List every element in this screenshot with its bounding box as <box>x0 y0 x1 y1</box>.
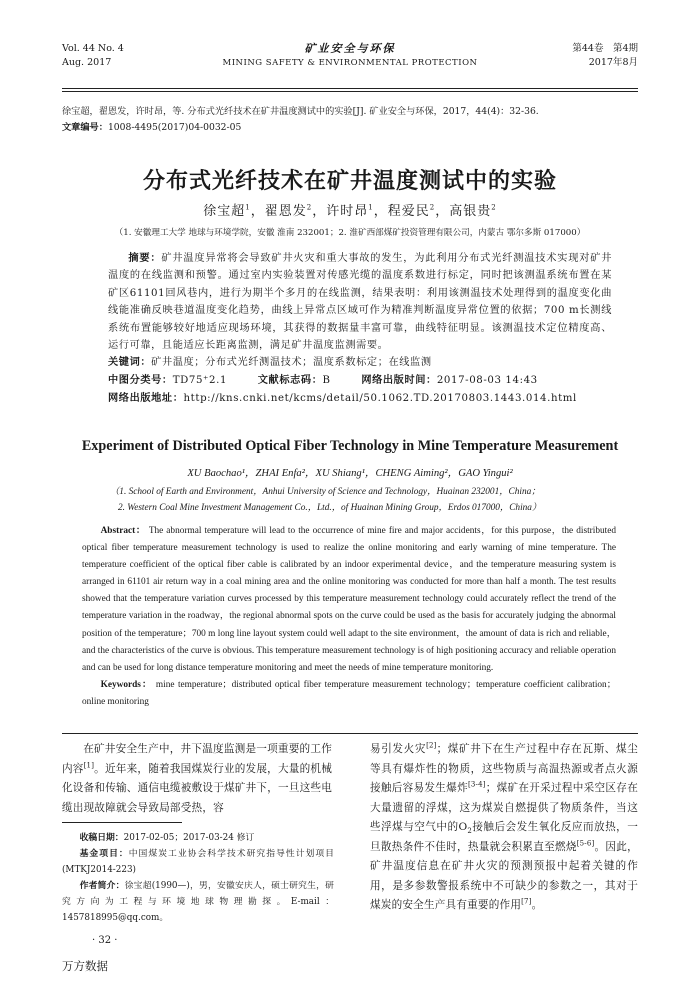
authors-en: XU Baochao¹，ZHAI Enfa²，XU Shiang¹，CHENG Aiming²，GAO Yingui² <box>187 468 513 479</box>
body-column-right <box>370 740 638 916</box>
author-bio: 作者简介：徐宝超(1990—)，男，安徽安庆人，硕士研究生，研究方向为工程与环境地球物理勘探。E-mail：1457818995@qq.com。 <box>62 881 334 923</box>
body-paragraph: 在矿井安全生产中，井下温度监测是一项重要的工作内容[1]。近年来，随着我国煤炭行业的发展，大量的机械化设备和传输、通信电缆被敷设于煤矿井下，一旦这些电缆出现故障就会导致局部受热，容 <box>62 743 332 814</box>
abstract-en: Abstract： The abnormal temperature will lead to the occurrence of mine fire and major accidents，for this purpose，the distributed optical fiber temperature measurement technology is used to realize the online monitoring and early warning of mine temperature. The temperature coefficient of the optical fiber cable is calibrated by an indoor experimental device，and the temperature measuring system is arranged in 61101 air return way in a coal mining area and the online monitoring was conducted for more than half a month. The test results showed that the temperature variation curves processed by this temperature measurement technology could accurately reflect the trend of the temperature variation in the roadway，the regional abnormal spots on the curve could be used as the basis for accurately judging the abnormal position of the temperature；700 m long line layout system could well adapt to the site environment，the amount of data is rich and reliable，and the characteristics of the curve is obvious. This temperature measurement technology is of high positioning accuracy and reliable operation and can be used for long distance temperature monitoring and meet the needs of mine temperature monitoring. <box>82 526 616 673</box>
paper-title-cn: 分布式光纤技术在矿井温度测试中的实验 <box>142 169 557 194</box>
page-number: · 32 · <box>92 935 118 946</box>
authors-cn: 徐宝超$^1$，翟恩发$^2$，许时昂$^1$，程爱民$^2$，高银贵$^2$ <box>203 203 497 219</box>
keywords-en: Keywords： mine temperature；distributed optical fiber temperature measurement technology；temperature coefficient calibration；online monitoring <box>82 679 617 707</box>
section-rule <box>62 733 638 734</box>
citation-block <box>62 104 638 136</box>
journal-name-cn: 矿业安全与环保 <box>304 42 396 55</box>
date-en: Aug. 2017 <box>62 57 112 68</box>
footnote-rule <box>62 822 182 823</box>
classification-line: 中图分类号：TD75⁺2.1 文献标志码：B 网络出版时间：2017-08-03 14:43 <box>108 375 538 387</box>
keywords-cn: 关键词：矿井温度；分布式光纤测温技术；温度系数标定；在线监测 <box>108 357 432 369</box>
volume-cn: 第44卷 第4期 <box>572 43 638 54</box>
article-number: 文章编号：1008-4495(2017)04-0032-05 <box>62 122 242 133</box>
running-header <box>62 42 638 88</box>
header-right <box>572 42 638 70</box>
online-url[interactable]: http://kns.cnki.net/kcms/detail/50.1062.TD.20170803.1443.014.html <box>183 393 577 405</box>
abstract-cn-block <box>108 250 612 408</box>
footnote-block <box>62 830 334 926</box>
header-rule <box>62 88 638 89</box>
online-url-line: 网络出版地址：http://kns.cnki.net/kcms/detail/50.1062.TD.20170803.1443.014.html <box>108 393 577 405</box>
date-cn: 2017年8月 <box>588 57 638 68</box>
volume-en: Vol. 44 No. 4 <box>62 43 124 54</box>
citation-reference: 徐宝超，翟恩发，许时昂，等. 分布式光纤技术在矿井温度测试中的实验[J]. 矿业安全与环保，2017，44(4)：32-36. <box>62 106 539 117</box>
paper-title-en: Experiment of Distributed Optical Fiber Technology in Mine Temperature Measurement <box>81 438 619 454</box>
affiliation-cn: （1. 安徽理工大学 地球与环境学院，安徽 淮南 232001；2. 淮矿西部煤矿投资管理有限公司，内蒙古 鄂尔多斯 017000） <box>114 228 586 238</box>
body-paragraph-cont: 易引发火灾[2]；煤矿井下在生产过程中存在瓦斯、煤尘等具有爆炸性的物质，这些物质与高温热源或者点火源接触后容易发生爆炸[3-4]；煤矿在开采过程中采空区存在大量遗留的浮煤，这为煤炭自燃提供了物质条件，当这些浮煤与空气中的$O_2$接触后会发生氧化反应而放热，一旦散热条件不佳时，热量就会积累直至燃烧[5-6]。因此，矿井温度信息在矿井火灾的预测预报中起着关键的作用，是多参数警报系统中不可缺少的参数之一，其对于煤炭的安全生产具有重要的作用[7]。 <box>370 741 639 911</box>
abstract-cn: 摘要：矿井温度异常将会导致矿井火灾和重大事故的发生，为此利用分布式光纤测温技术实现对矿井温度的在线监测和预警。通过室内实验装置对传感光缆的温度系数进行标定，同时把该测温系统布置在某矿区61101回风巷内，进行为期半个多月的在线监测，结果表明：利用该测温技术处理得到的温度变化曲线能准确反映巷道温度变化趋势，曲线上异常点区域可作为精准判断温度异常位置的依据；700 m长测线系统布置能够较好地适应现场环境，其获得的数据量丰富可靠，曲线特征明显。该测温技术定位精度高、运行可靠，且能适应长距离监测，满足矿井温度监测需要。 <box>108 253 612 352</box>
body-column-left <box>62 740 332 818</box>
journal-name-en: MINING SAFETY & ENVIRONMENTAL PROTECTION <box>222 58 478 68</box>
watermark: 万方数据 <box>62 959 108 973</box>
header-center <box>62 42 638 70</box>
abstract-en-block <box>82 523 616 711</box>
fund-project: 基金项目：中国煤炭工业协会科学技术研究指导性计划项目(MTKJ2014-223) <box>62 849 334 875</box>
header-rule-thin <box>62 91 638 92</box>
affiliation-en: （1. School of Earth and Environment，Anhui University of Science and Technology，Huainan 232001，China； 2. Western Coal Mine Investment Management Co.，Ltd.，of Huainan Mining Group，Erdos 017000，China） <box>110 487 542 513</box>
received-date: 收稿日期：2017-02-05；2017-03-24 修订 <box>79 833 255 843</box>
